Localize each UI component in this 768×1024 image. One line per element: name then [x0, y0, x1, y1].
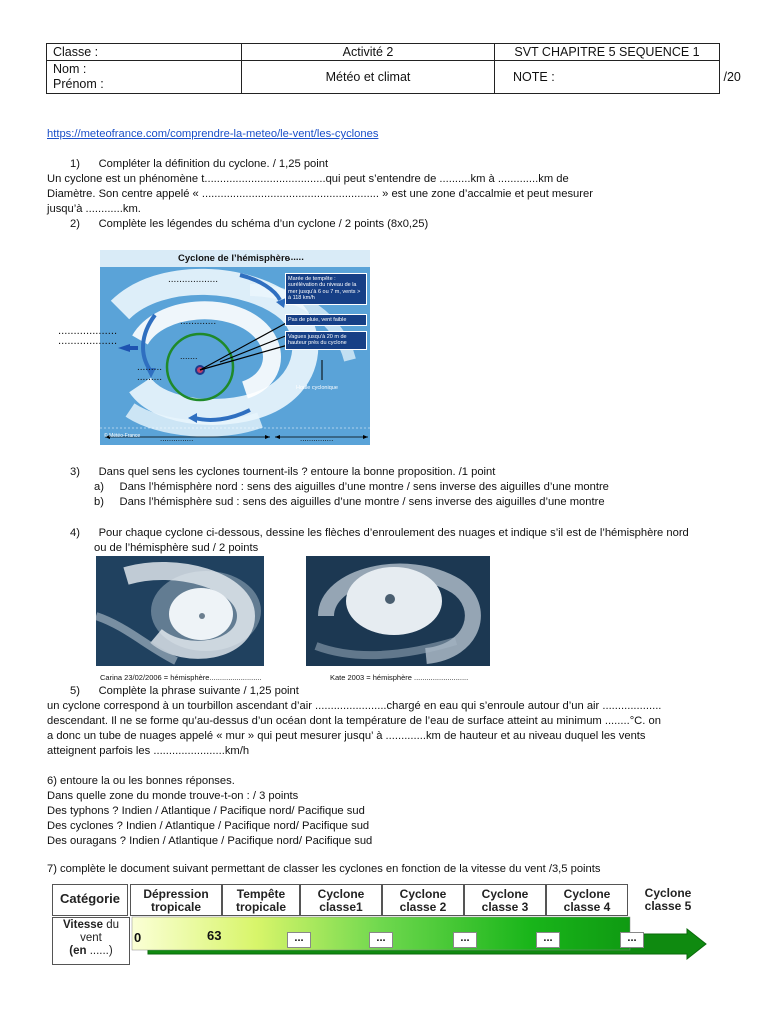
note-total: /20	[723, 70, 741, 84]
vitesse-l1b: du	[103, 919, 120, 931]
q3-b: b) Dans l’hémisphère sud : sens des aiguilles d’une montre / sens inverse des aiguilles d’une montre	[94, 496, 605, 508]
header-cyclone-3	[464, 884, 546, 916]
header-depression-l2: tropicale	[150, 900, 201, 914]
q1-line1: Un cyclone est un phénomène t.......................................qui peut s’entendre de ..........km à .............km de	[47, 173, 569, 185]
prenom-label: Prénom :	[53, 77, 104, 91]
q7-title: 7) complète le document suivant permettant de classer les cyclones en fonction de la vitesse du vent /3,5 points	[47, 863, 601, 875]
caption-carina: Carina 23/02/2006 = hémisphère.........................	[100, 673, 262, 682]
dots-low-1: .........	[137, 362, 163, 373]
legend-box-pluie: Pas de pluie, vent faible	[285, 314, 367, 326]
header-table	[46, 43, 741, 94]
activite-label: Activité 2	[242, 44, 495, 61]
q5-line2: descendant. Il ne se forme qu’au-dessus d’un océan dont la température de l’eau de surface atteint au minimum ........°C. on	[47, 715, 661, 727]
q6-line2: Des typhons ? Indien / Atlantique / Pacifique nord/ Pacifique sud	[47, 805, 365, 817]
titre-label: Météo et climat	[242, 61, 495, 94]
header-categorie: Catégorie	[52, 884, 128, 916]
note-label: NOTE :	[513, 70, 555, 84]
header-depression	[130, 884, 222, 916]
q3-title: 3) Dans quel sens les cyclones tournent-ils ? entoure la bonne proposition. /1 point	[70, 466, 496, 478]
legend-box-vagues: Vagues jusqu’à 20 m de hauteur près du cyclone	[285, 331, 367, 350]
header-cyclone-3-l1: Cyclone	[481, 887, 529, 901]
copyright-label: © Météo-France	[104, 433, 141, 439]
header-cyclone-1-l2: classe1	[319, 900, 363, 914]
vitesse-cell	[52, 917, 130, 965]
dots-bottom-right: ...............	[300, 434, 334, 443]
speed-blank-5[interactable]: ...	[620, 932, 644, 948]
dots-left-1: ...................	[58, 325, 118, 337]
photo-kate	[306, 556, 490, 666]
q1-line2: Diamètre. Son centre appelé « ......................................................... » est une zone d’accalmie et peut mesurer	[47, 188, 593, 200]
classe-label: Classe :	[47, 44, 242, 61]
diagram-title	[100, 250, 370, 267]
dots-low-2: .........	[137, 372, 163, 383]
source-link[interactable]: https://meteofrance.com/comprendre-la-meteo/le-vent/les-cyclones	[47, 128, 379, 140]
speed-blank-4[interactable]: ...	[536, 932, 560, 948]
q6-line4: Des ouragans ? Indien / Atlantique / Pacifique nord/ Pacifique sud	[47, 835, 373, 847]
speed-blank-1[interactable]: ...	[287, 932, 311, 948]
dots-left-2: ...................	[58, 335, 118, 347]
header-cyclone-5-l2: classe 5	[644, 899, 692, 913]
header-depression-l1: Dépression	[143, 887, 209, 901]
vitesse-l3a: (en	[69, 945, 87, 957]
header-cyclone-1	[300, 884, 382, 916]
note-cell	[495, 61, 741, 94]
carina-cloud	[96, 556, 264, 666]
dots-mid: .............	[180, 316, 217, 327]
header-cyclone-4-l1: Cyclone	[563, 887, 611, 901]
speed-blank-3[interactable]: ...	[453, 932, 477, 948]
speed-0: 0	[134, 930, 142, 945]
header-cyclone-3-l2: classe 3	[481, 900, 529, 914]
nom-prenom-cell	[47, 61, 242, 94]
diagram-title-dots: ......	[288, 252, 304, 263]
header-cyclone-5	[628, 884, 708, 916]
header-cyclone-1-l1: Cyclone	[317, 887, 365, 901]
photo-carina	[96, 556, 264, 666]
diagram-title-text: Cyclone de l’hémisphère	[178, 253, 290, 264]
dots-top: ..................	[168, 274, 219, 285]
header-cyclone-5-l1: Cyclone	[644, 886, 692, 900]
header-tempete-l2: tropicale	[235, 900, 286, 914]
q5-line3: a donc un tube de nuages appelé « mur » qui peut mesurer jusqu’ à .............km de hauteur et au niveau duquel les vents	[47, 730, 646, 742]
vitesse-l3b: ......)	[86, 945, 113, 957]
kate-cloud	[306, 556, 490, 666]
q1-line3: jusqu’à ............km.	[47, 203, 141, 215]
header-tempete-l1: Tempête	[236, 887, 286, 901]
cyclone-scale-table	[52, 884, 708, 972]
dots-bottom-left: ...............	[160, 434, 194, 443]
q4-line1: 4) Pour chaque cyclone ci-dessous, dessine les flèches d’enroulement des nuages et indique s’il est de l’hémisphère nord	[70, 527, 689, 539]
vitesse-l2: vent	[80, 932, 102, 944]
q5-line1: un cyclone correspond à un tourbillon ascendant d’air .......................chargé en eau qui s’enroule autour d’un air ...................	[47, 700, 662, 712]
q6-title: 6) entoure la ou les bonnes réponses.	[47, 775, 235, 787]
q6-line3: Des cyclones ? Indien / Atlantique / Pacifique nord/ Pacifique sud	[47, 820, 370, 832]
header-tempete	[222, 884, 300, 916]
header-cyclone-2	[382, 884, 464, 916]
vitesse-l1a: Vitesse	[62, 919, 104, 931]
dots-center: .......	[180, 351, 198, 361]
legend-box-maree: Marée de tempête : surélévation du niveau de la mer jusqu’à 6 ou 7 m, vents > à 118 km/h	[285, 273, 367, 305]
nom-label: Nom :	[53, 62, 87, 76]
header-cyclone-4-l2: classe 4	[563, 900, 611, 914]
q3-a: a) Dans l’hémisphère nord : sens des aiguilles d’une montre / sens inverse des aiguilles d’une montre	[94, 481, 609, 493]
q2-title: 2) Complète les légendes du schéma d’un cyclone / 2 points (8x0,25)	[70, 218, 429, 230]
q5-title: 5) Complète la phrase suivante / 1,25 point	[70, 685, 299, 697]
caption-kate: Kate 2003 = hémisphère ..........................	[330, 673, 469, 682]
chapitre-label: SVT CHAPITRE 5 SEQUENCE 1	[495, 44, 720, 61]
q5-line4: atteignent parfois les .......................km/h	[47, 745, 250, 757]
houle-label: Houle cyclonique	[296, 385, 338, 391]
header-cyclone-2-l2: classe 2	[399, 900, 447, 914]
header-cyclone-2-l1: Cyclone	[399, 887, 447, 901]
cyclone-diagram	[100, 250, 370, 445]
q6-line1: Dans quelle zone du monde trouve-t-on : / 3 points	[47, 790, 299, 802]
speed-blank-2[interactable]: ...	[369, 932, 393, 948]
header-cyclone-4	[546, 884, 628, 916]
q1-title: 1) Compléter la définition du cyclone. / 1,25 point	[70, 158, 329, 170]
speed-63: 63	[207, 928, 222, 943]
q4-line2: ou de l’hémisphère sud / 2 points	[94, 542, 259, 554]
